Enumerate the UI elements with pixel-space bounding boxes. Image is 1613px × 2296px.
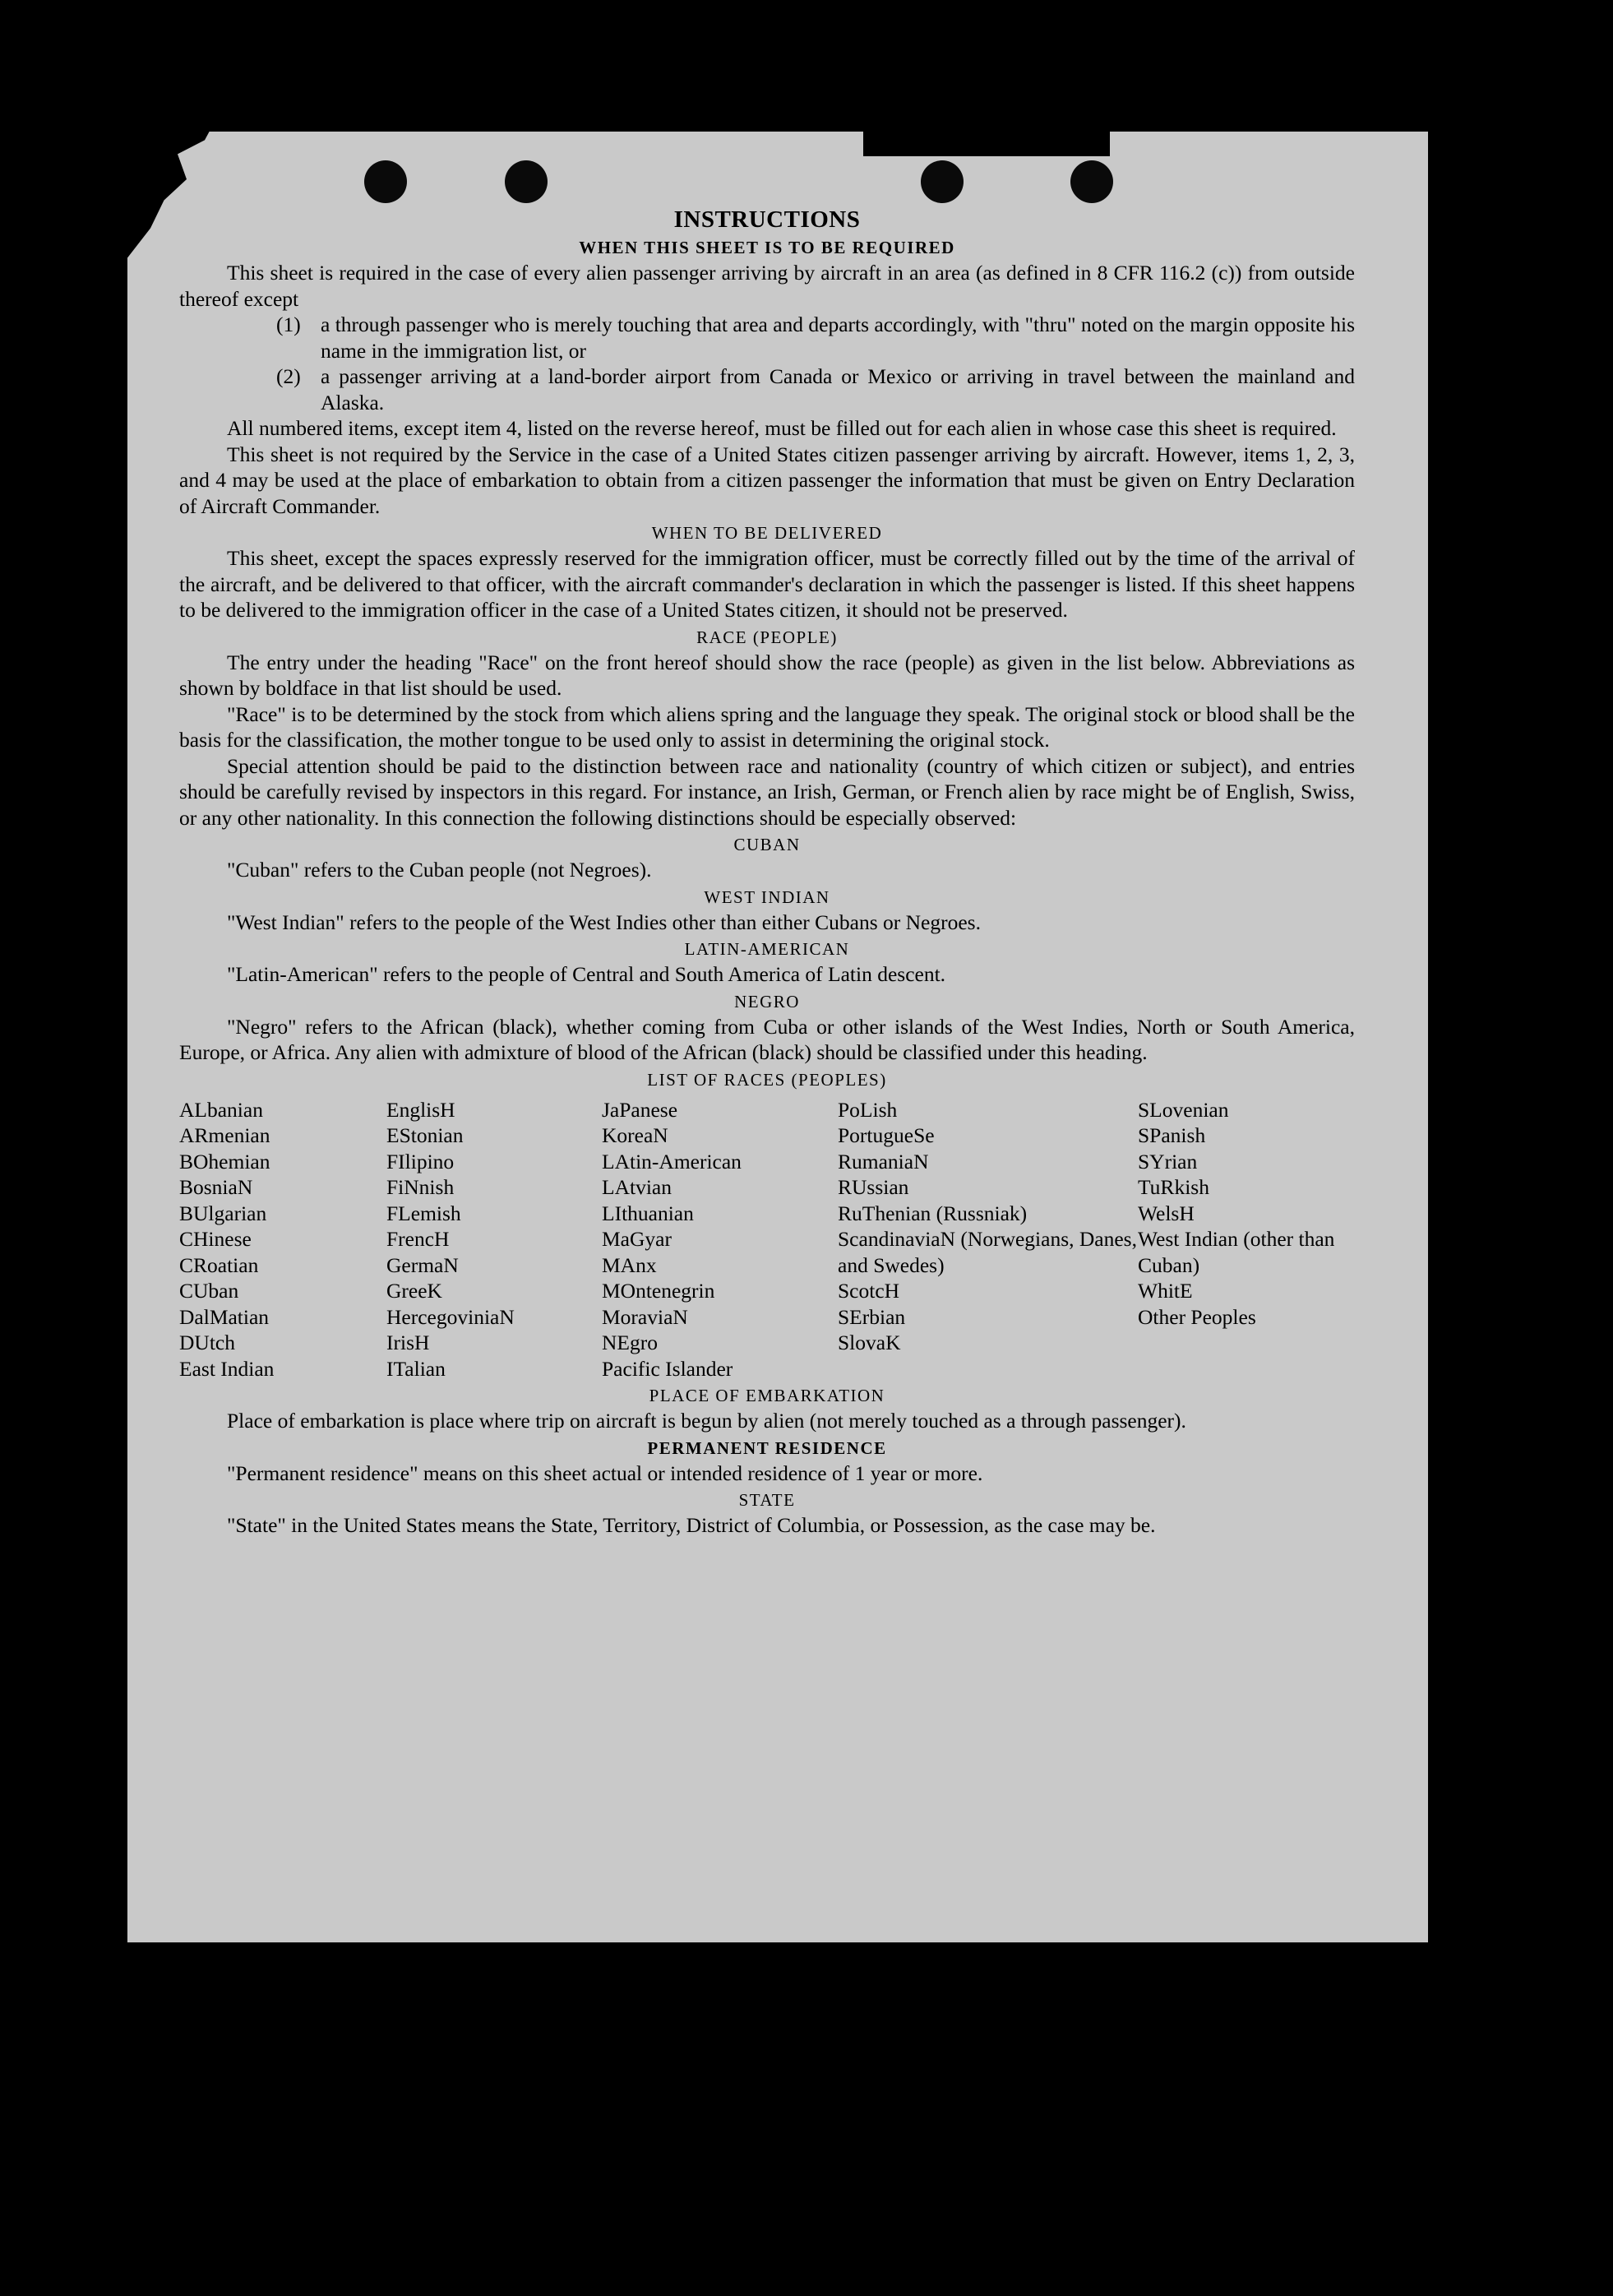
race-item: RuThenian (Russniak) bbox=[838, 1201, 1028, 1225]
paragraph-west-indian: "West Indian" refers to the people of the West Indies other than either Cubans or Negroes. bbox=[227, 910, 981, 934]
paragraph-latin-american: "Latin-American" refers to the people of Central and South America of Latin descent. bbox=[227, 962, 946, 986]
paragraph-state: "State" in the United States means the State, Territory, District of Columbia, or Possession, as the case may be. bbox=[227, 1513, 1156, 1537]
paragraph-race-stock: "Race" is to be determined by the stock from which aliens spring and the language they speak. The original stock or blood shall be the basis for the classification, the mother tongue to be used only to assist in determining the original stock. bbox=[179, 701, 1355, 752]
heading-negro: NEGRO bbox=[734, 991, 800, 1011]
race-item: PortugueSe bbox=[838, 1123, 935, 1147]
race-item: GreeK bbox=[386, 1279, 442, 1303]
paragraph-race-entry: The entry under the heading "Race" on the front hereof should show the race (people) as given in the list below. Abbreviations as shown by boldface in that list should be used. bbox=[179, 650, 1355, 700]
heading-list-of-races: LIST OF RACES (PEOPLES) bbox=[647, 1069, 887, 1090]
race-item: SLovenian bbox=[1138, 1097, 1229, 1122]
punch-hole bbox=[364, 160, 407, 203]
race-item: CHinese bbox=[179, 1227, 252, 1251]
race-item: DalMatian bbox=[179, 1304, 270, 1329]
item-text: a passenger arriving at a land-border airport from Canada or Mexico or arriving in travel between the mainland and Alaska. bbox=[321, 364, 1355, 414]
form-number: RP 98 bbox=[187, 1980, 232, 2000]
heading-race: RACE (PEOPLE) bbox=[696, 627, 838, 647]
paragraph-required-intro: This sheet is required in the case of every alien passenger arriving by aircraft in an area (as defined in 8 CFR 116.2 (c)) from outside thereof except bbox=[179, 261, 1355, 311]
races-column-1 bbox=[179, 1097, 386, 1382]
race-item: EnglisH bbox=[386, 1097, 455, 1122]
race-item: MOntenegrin bbox=[602, 1279, 715, 1303]
race-item: SlovaK bbox=[838, 1331, 901, 1354]
race-item: GermaN bbox=[386, 1252, 459, 1277]
race-item: LAtvian bbox=[602, 1175, 672, 1199]
paragraph-citizen: This sheet is not required by the Service in the case of a United States citizen passenger arriving by aircraft. However, items 1, 2, 3, and 4 may be used at the place of embarkation to obtain from a citizen passenger the information that must be given on Entry Declaration of Aircraft Commander. bbox=[179, 442, 1355, 518]
race-item: ScandinaviaN (Norwegians, Danes, and Swedes) bbox=[838, 1227, 1137, 1277]
heading-latin-american: LATIN-AMERICAN bbox=[684, 939, 850, 959]
race-item: Pacific Islander bbox=[602, 1356, 733, 1381]
race-item: ScotcH bbox=[838, 1279, 900, 1303]
race-item: West Indian (other than Cuban) bbox=[1138, 1227, 1335, 1277]
heading-when-delivered: WHEN TO BE DELIVERED bbox=[651, 523, 883, 543]
heading-state: STATE bbox=[738, 1490, 796, 1510]
race-item: SPanish bbox=[1138, 1123, 1206, 1147]
paragraph-delivery: This sheet, except the spaces expressly reserved for the immigration officer, must be correctly filled out by the time of the arrival of the aircraft, and be delivered to that officer, with the aircraft commander's declaration in which the passenger is listed. If this sheet happens to be delivered to the immigration officer in the case of a United States citizen, it should not be preserved. bbox=[179, 546, 1355, 622]
race-item: RUssian bbox=[838, 1175, 909, 1199]
race-item: CRoatian bbox=[179, 1252, 259, 1277]
race-item: NEgro bbox=[602, 1331, 658, 1354]
heading-west-indian: WEST INDIAN bbox=[704, 886, 830, 907]
race-item: CUban bbox=[179, 1279, 239, 1303]
race-item: FLemish bbox=[386, 1201, 461, 1225]
punch-hole bbox=[921, 160, 964, 203]
paragraph-negro: "Negro" refers to the African (black), whether coming from Cuba or other islands of the West Indies, North or South America, Europe, or Africa. Any alien with admixture of blood of the African (black) should be classified under this heading. bbox=[179, 1014, 1355, 1064]
paragraph-cuban: "Cuban" refers to the Cuban people (not Negroes). bbox=[227, 858, 652, 882]
race-item: IrisH bbox=[386, 1331, 430, 1354]
punch-hole bbox=[1070, 160, 1113, 203]
race-item: JaPanese bbox=[602, 1097, 678, 1122]
race-item: MoraviaN bbox=[602, 1304, 688, 1329]
race-item: ARmenian bbox=[179, 1123, 270, 1147]
race-item: BUlgarian bbox=[179, 1201, 267, 1225]
exception-item-1 bbox=[179, 312, 1355, 363]
race-item: WelsH bbox=[1138, 1201, 1195, 1225]
races-list bbox=[179, 1097, 1355, 1382]
race-item: Other Peoples bbox=[1138, 1304, 1256, 1329]
race-item: LIthuanian bbox=[602, 1201, 694, 1225]
torn-top-edge bbox=[863, 123, 1110, 156]
paragraph-numbered-items: All numbered items, except item 4, listed on the reverse hereof, must be filled out for each alien in whose case this sheet is required. bbox=[227, 416, 1337, 440]
paragraph-residence: "Permanent residence" means on this sheet actual or intended residence of 1 year or more. bbox=[227, 1460, 983, 1485]
heading-permanent-residence: PERMANENT RESIDENCE bbox=[647, 1437, 887, 1458]
race-item: WhitE bbox=[1138, 1279, 1193, 1303]
race-item: DUtch bbox=[179, 1331, 235, 1354]
punch-hole bbox=[505, 160, 548, 203]
race-item: BOhemian bbox=[179, 1149, 270, 1173]
race-item: MAnx bbox=[602, 1252, 657, 1277]
heading-place-of-embarkation: PLACE OF EMBARKATION bbox=[649, 1386, 885, 1405]
races-column-2 bbox=[386, 1097, 602, 1382]
race-item: TuRkish bbox=[1138, 1175, 1209, 1199]
races-column-4 bbox=[838, 1097, 1138, 1382]
race-item: ITalian bbox=[386, 1356, 446, 1381]
race-item: FIlipino bbox=[386, 1149, 455, 1173]
heading-cuban: CUBAN bbox=[733, 835, 801, 854]
race-item: SErbian bbox=[838, 1304, 906, 1329]
page-title: INSTRUCTIONS bbox=[673, 206, 861, 233]
item-number: (2) bbox=[276, 364, 301, 388]
item-text: a through passenger who is merely touching that area and departs accordingly, with "thru" noted on the margin opposite his name in the immigration list, or bbox=[321, 312, 1355, 363]
race-item: BosniaN bbox=[179, 1175, 253, 1199]
race-item: PoLish bbox=[838, 1097, 898, 1122]
races-column-5 bbox=[1138, 1097, 1355, 1382]
race-item: FrencH bbox=[386, 1227, 450, 1251]
race-item: HercegoviniaN bbox=[386, 1304, 515, 1329]
race-item: East Indian bbox=[179, 1356, 275, 1381]
item-number: (1) bbox=[276, 312, 301, 336]
race-item: RumaniaN bbox=[838, 1149, 929, 1173]
exception-item-2 bbox=[179, 363, 1355, 415]
race-item: ALbanian bbox=[179, 1097, 263, 1122]
heading-when-required: WHEN THIS SHEET IS TO BE REQUIRED bbox=[579, 238, 955, 257]
paragraph-embarkation: Place of embarkation is place where trip on aircraft is begun by alien (not merely touched as a through passenger). bbox=[227, 1409, 1186, 1433]
printer-imprint: U. S. GOVERNMENT PRINTING OFFICE 16—24915-4 bbox=[625, 1985, 890, 1995]
race-item: LAtin-American bbox=[602, 1149, 742, 1173]
instructions-content bbox=[179, 206, 1355, 2000]
race-item: KoreaN bbox=[602, 1123, 668, 1147]
paragraph-race-nationality: Special attention should be paid to the distinction between race and nationality (country of which citizen or subject), and entries should be carefully revised by inspectors in this regard. For instance, an Irish, German, or French alien by race might be of English, Swiss, or any other nationality. In this connection the following distinctions should be especially observed: bbox=[179, 753, 1355, 830]
races-column-3 bbox=[602, 1097, 838, 1382]
race-item: EStonian bbox=[386, 1123, 464, 1147]
race-item: MaGyar bbox=[602, 1227, 672, 1251]
race-item: SYrian bbox=[1138, 1149, 1198, 1173]
race-item: FiNnish bbox=[386, 1175, 455, 1199]
